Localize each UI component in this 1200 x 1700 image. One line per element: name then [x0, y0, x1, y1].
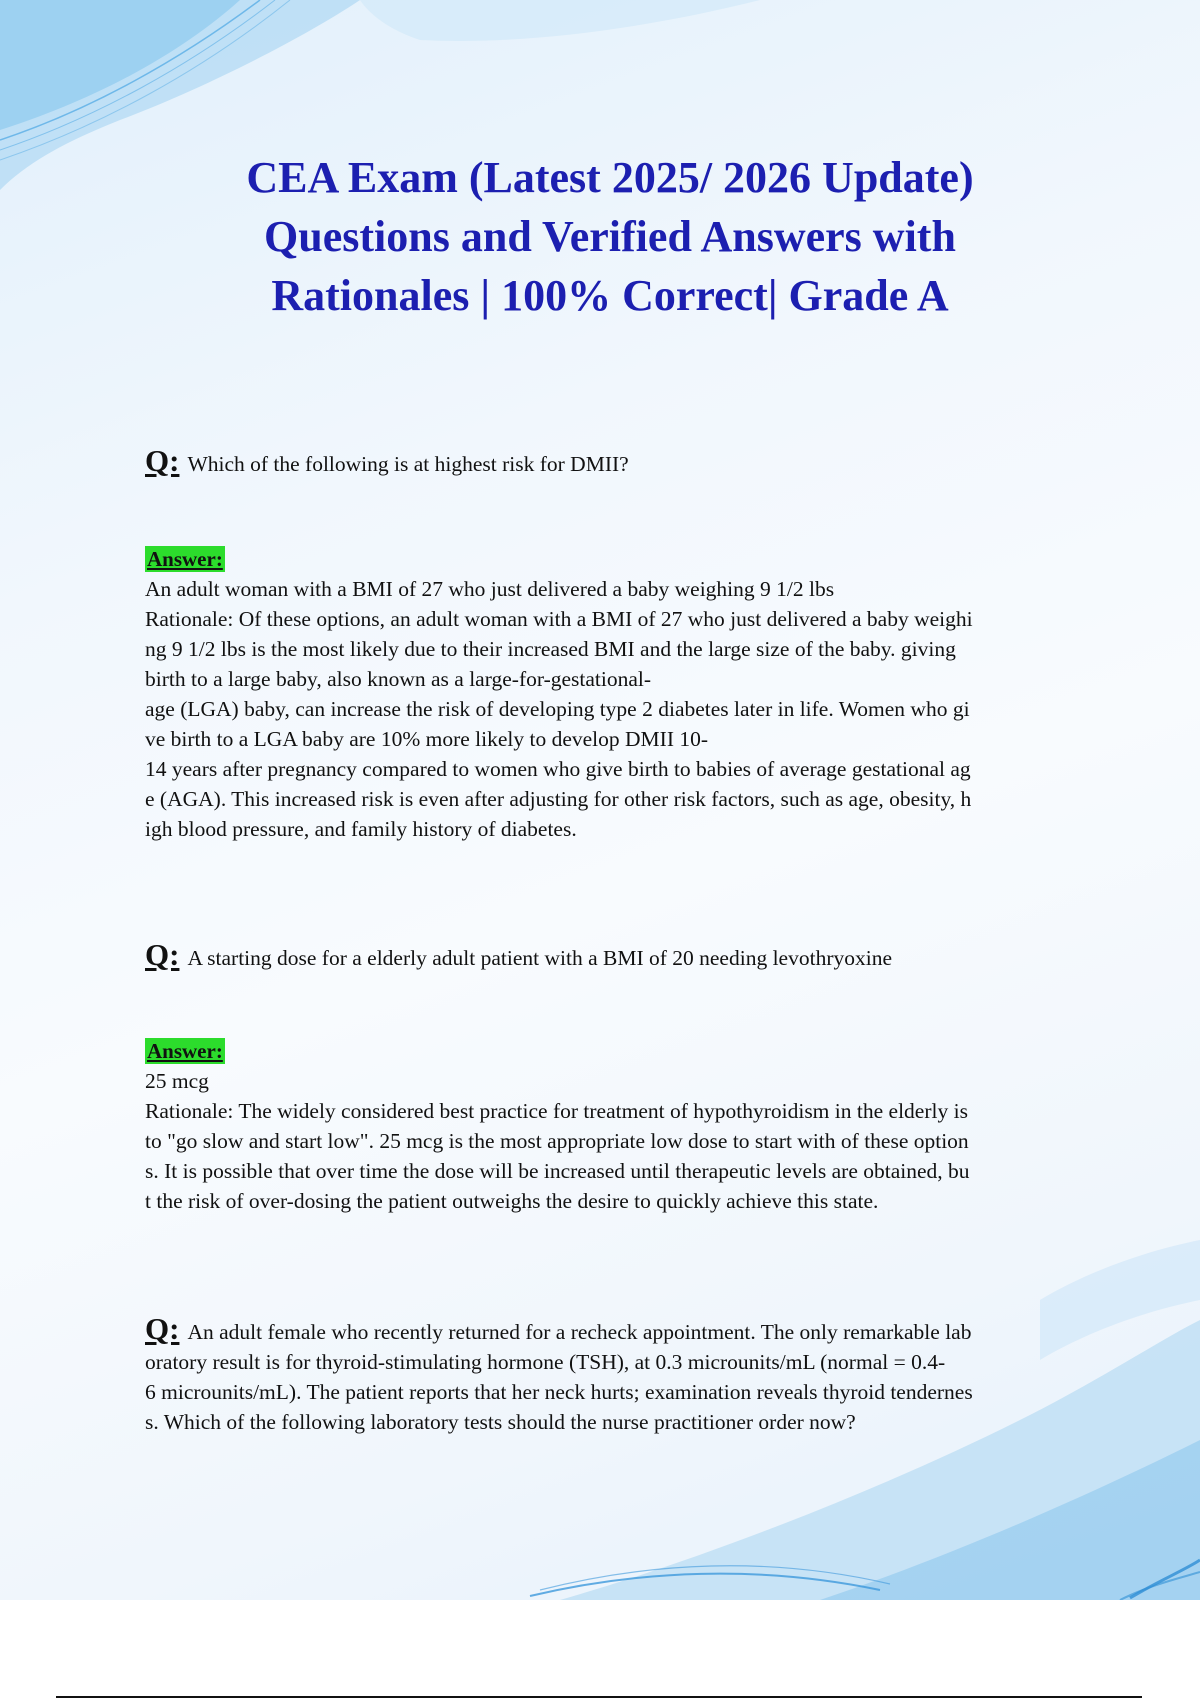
answer-text: 25 mcg	[145, 1069, 209, 1093]
rationale-line: s. It is possible that over time the dose will be increased until therapeutic levels are obtained, bu	[145, 1159, 970, 1183]
question-text-line: oratory result is for thyroid-stimulating hormone (TSH), at 0.3 microunits/mL (normal = 0.4-	[145, 1350, 946, 1374]
rationale-line: Rationale: Of these options, an adult woman with a BMI of 27 who just delivered a baby weighi	[145, 607, 973, 631]
page-bottom-margin	[0, 1600, 1200, 1700]
question-3	[145, 1311, 1090, 1437]
rationale-line: e (AGA). This increased risk is even after adjusting for other risk factors, such as age, obesity, h	[145, 787, 972, 811]
question-text-line: s. Which of the following laboratory tests should the nurse practitioner order now?	[145, 1410, 856, 1434]
question-label: Q:	[145, 937, 180, 972]
question-label: Q:	[145, 443, 180, 478]
rationale-line: t the risk of over-dosing the patient outweighs the desire to quickly achieve this state.	[145, 1189, 879, 1213]
answer-1	[145, 544, 1090, 844]
answer-text: An adult woman with a BMI of 27 who just delivered a baby weighing 9 1/2 lbs	[145, 577, 835, 601]
title-line: Questions and Verified Answers with	[264, 212, 956, 261]
question-text-line: 6 microunits/mL). The patient reports that her neck hurts; examination reveals thyroid tendernes	[145, 1380, 973, 1404]
document-title	[120, 148, 1100, 325]
question-2	[145, 937, 1090, 973]
answer-label: Answer:	[147, 547, 223, 571]
question-text: A starting dose for a elderly adult patient with a BMI of 20 needing levothryoxine	[187, 946, 892, 970]
rationale-line: birth to a large baby, also known as a large-for-gestational-	[145, 667, 652, 691]
rationale-line: ng 9 1/2 lbs is the most likely due to their increased BMI and the large size of the baby. giving	[145, 637, 956, 661]
rationale-line: 14 years after pregnancy compared to women who give birth to babies of average gestational ag	[145, 757, 971, 781]
answer-label: Answer:	[147, 1039, 223, 1063]
rationale-line: igh blood pressure, and family history of diabetes.	[145, 817, 577, 841]
rationale-line: age (LGA) baby, can increase the risk of developing type 2 diabetes later in life. Women who gi	[145, 697, 970, 721]
rationale-line: ve birth to a LGA baby are 10% more likely to develop DMII 10-	[145, 727, 709, 751]
title-line: CEA Exam (Latest 2025/ 2026 Update)	[246, 153, 974, 202]
answer-2	[145, 1036, 1090, 1216]
rationale-line: to "go slow and start low". 25 mcg is the most appropriate low dose to start with of these option	[145, 1129, 969, 1153]
question-text: An adult female who recently returned for a recheck appointment. The only remarkable lab	[187, 1320, 972, 1344]
question-label: Q:	[145, 1311, 180, 1346]
rationale-line: Rationale: The widely considered best practice for treatment of hypothyroidism in the elderly is	[145, 1099, 968, 1123]
footer-divider	[56, 1696, 1142, 1698]
title-line: Rationales | 100% Correct| Grade A	[271, 271, 949, 320]
question-1	[145, 443, 1090, 479]
question-text: Which of the following is at highest risk for DMII?	[187, 452, 629, 476]
